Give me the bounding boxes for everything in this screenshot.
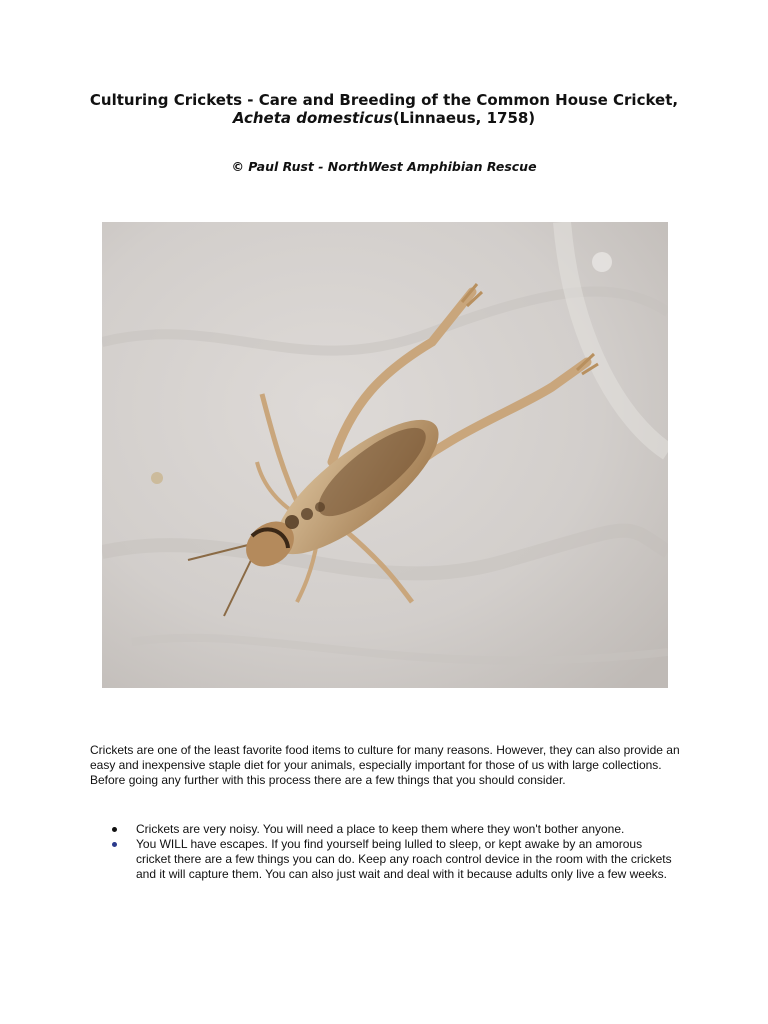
list-item: [90, 837, 680, 882]
cricket-photo: [102, 222, 668, 688]
title-authority: (Linnaeus, 1758): [392, 109, 536, 127]
list-item-text: You WILL have escapes. If you find yourself being lulled to sleep, or kept awake by an amorous cricket there are a few things you can do. Keep any roach control device in the room with the crickets and it will capture them. You can also just wait and deal with it because adults only live a few weeks.: [136, 837, 672, 881]
title-species: Acheta domesticus: [232, 109, 393, 127]
list-item: [90, 822, 680, 837]
considerations-list: [90, 822, 680, 882]
bullet-icon: [112, 842, 117, 847]
title-main: Culturing Crickets - Care and Breeding of the Common House Cricket,: [89, 91, 679, 109]
bullet-icon: [112, 827, 117, 832]
list-item-text: Crickets are very noisy. You will need a place to keep them where they won't bother anyone.: [136, 822, 625, 836]
byline: © Paul Rust - NorthWest Amphibian Rescue: [231, 159, 537, 174]
page-title: [80, 91, 688, 127]
cricket-photo-illustration: [102, 222, 668, 688]
intro-paragraph: Crickets are one of the least favorite food items to culture for many reasons. However, they can also provide an easy and inexpensive staple diet for your animals, especially important for those of us with large collections. Before going any further with this process there are a few things that you should consider.: [90, 743, 680, 787]
